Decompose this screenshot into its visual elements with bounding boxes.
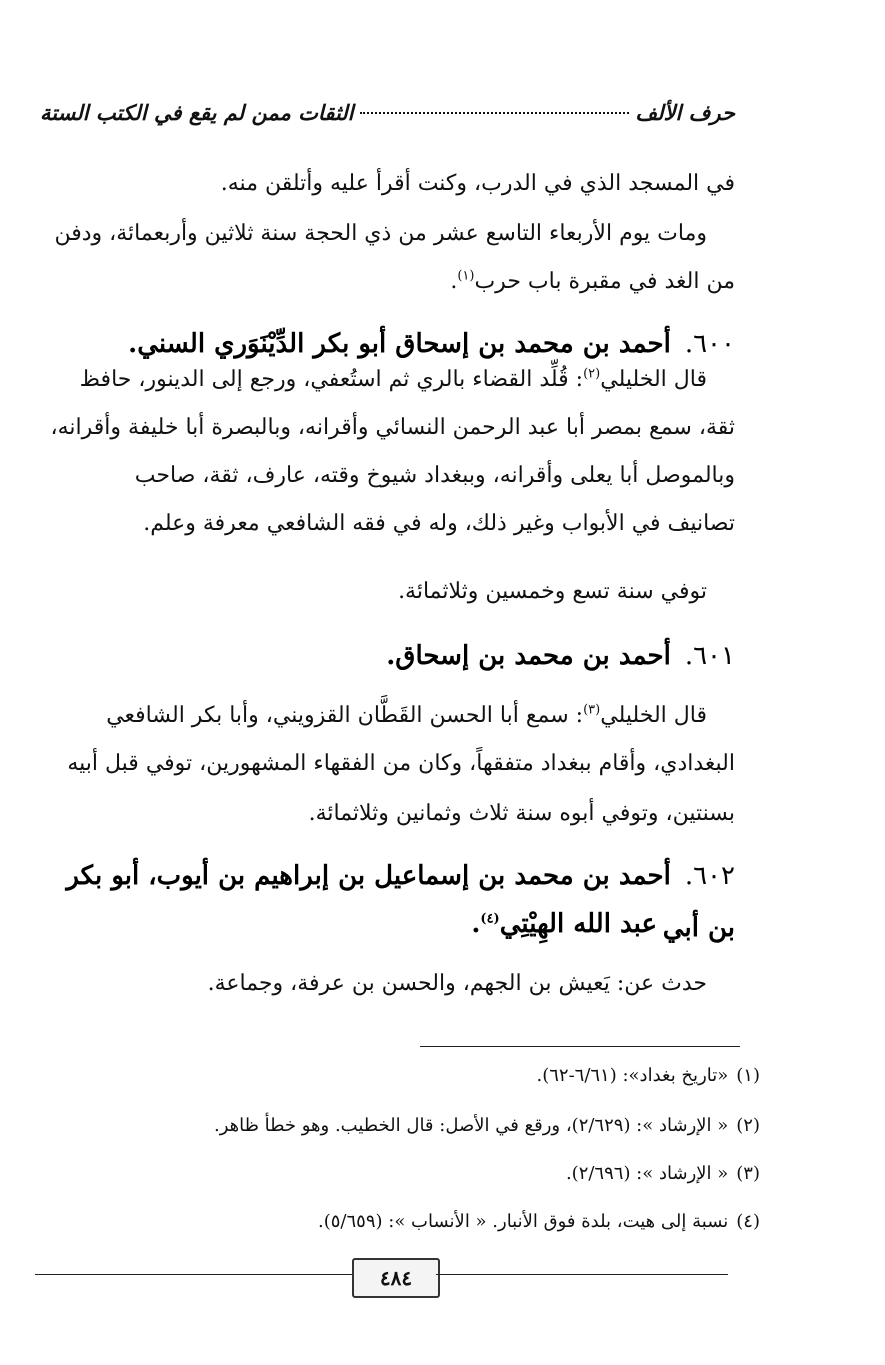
entry-602-number: ٦٠٢. <box>684 861 735 891</box>
paragraph-5 <box>45 692 735 739</box>
footnote-ref-1[interactable]: (١) <box>457 268 475 284</box>
footnote-4 <box>100 1204 760 1240</box>
running-header <box>40 100 735 140</box>
entry-602-name-line-2: عبد الله الهِيْتِي <box>499 909 657 939</box>
footnote-4-text: نسبة إلى هيت، بلدة فوق الأنبار. « الأنساب »: (٥/٦٥٩). <box>318 1211 729 1232</box>
paragraph-5-line-2-text: البغدادي، وأقام ببغداد متفقهاً، وكان من الفقهاء المشهورين، توفي قبل أبيه <box>67 751 735 776</box>
paragraph-6-text: حدث عن: يَعيش بن الجهم، والحسن بن عرفة، وجماعة. <box>207 971 707 996</box>
paragraph-5-line-3-text: بسنتين، وتوفي أبوه سنة ثلاث وثمانين وثلاثمائة. <box>308 801 735 826</box>
footnote-separator <box>420 1046 740 1047</box>
footnote-3 <box>100 1156 760 1192</box>
paragraph-1-text: في المسجد الذي في الدرب، وكنت أقرأ عليه وأتلقن منه. <box>220 171 735 196</box>
entry-600-name: أحمد بن محمد بن إسحاق أبو بكر الدِّيْنَوَري السني. <box>128 329 671 359</box>
entry-602-heading-cont <box>45 898 735 950</box>
entry-602-name-line-1: أحمد بن محمد بن إسماعيل بن إبراهيم بن أيوب، أبو بكر بن أبي <box>66 861 735 943</box>
paragraph-3-line-2-text: ثقة، سمع بمصر أبا عبد الرحمن النسائي وأقرانه، وبالبصرة أبا خليفة وأقرانه، <box>50 415 735 440</box>
header-chapter: حرف الألف <box>635 100 735 125</box>
paragraph-4 <box>45 568 735 615</box>
page-number: ٤٨٤ <box>352 1258 440 1298</box>
paragraph-5-line-2 <box>45 740 735 787</box>
paragraph-3-line-3-text: وبالموصل أبا يعلى وأقرانه، وببغداد شيوخ وقته، عارف، ثقة، صاحب <box>134 463 735 488</box>
entry-602-end: . <box>471 909 481 939</box>
footnote-4-number: (٤) <box>736 1211 760 1232</box>
footnote-2-number: (٢) <box>736 1115 760 1136</box>
paragraph-2 <box>45 210 735 257</box>
bottom-rule-left <box>35 1274 352 1275</box>
footnote-ref-4[interactable]: (٤) <box>480 911 500 927</box>
paragraph-2-end: . <box>450 269 458 294</box>
footnote-1 <box>100 1058 760 1094</box>
paragraph-5-line-3 <box>45 790 735 837</box>
bottom-rule-right <box>436 1274 728 1275</box>
entry-600-number: ٦٠٠. <box>684 329 735 359</box>
paragraph-2-line-2: من الغد في مقبرة باب حرب <box>474 269 735 294</box>
entry-601-number: ٦٠١. <box>684 641 735 671</box>
paragraph-2-line-1: ومات يوم الأربعاء التاسع عشر من ذي الحجة سنة ثلاثين وأربعمائة، ودفن <box>54 221 707 246</box>
paragraph-3-line-4 <box>45 500 735 547</box>
paragraph-3-rest: : قُلِّد القضاء بالري ثم استُعفي، ورجع إلى الدينور، حافظ <box>79 367 584 392</box>
footnote-ref-2[interactable]: (٢) <box>583 366 601 382</box>
entry-601-heading <box>45 630 735 682</box>
footnote-3-number: (٣) <box>736 1163 760 1184</box>
footnote-2-text: « الإرشاد »: (٢/٦٢٩)، ورقع في الأصل: قال الخطيب. وهو خطأ ظاهر. <box>213 1115 729 1136</box>
paragraph-3-line-2 <box>45 404 735 451</box>
header-leader-dots <box>360 111 630 114</box>
paragraph-4-text: توفي سنة تسع وخمسين وثلاثمائة. <box>398 579 707 604</box>
header-book-title: الثقات ممن لم يقع في الكتب الستة <box>40 100 354 125</box>
paragraph-5-start: قال الخليلي <box>600 703 707 728</box>
paragraph-2-cont <box>45 258 735 305</box>
footnote-3-text: « الإرشاد »: (٢/٦٩٦). <box>565 1163 729 1184</box>
paragraph-3-line-4-text: تصانيف في الأبواب وغير ذلك، وله في فقه الشافعي معرفة وعلم. <box>143 511 735 536</box>
paragraph-3-start: قال الخليلي <box>600 367 707 392</box>
footnote-1-number: (١) <box>736 1065 760 1086</box>
footnote-ref-3[interactable]: (٣) <box>583 702 601 718</box>
paragraph-6 <box>45 960 735 1007</box>
paragraph-1 <box>45 160 735 207</box>
footnote-1-text: «تاريخ بغداد»: (٦/٦١-٦٢). <box>536 1065 729 1086</box>
footnote-2 <box>100 1108 760 1144</box>
paragraph-3-line-3 <box>45 452 735 499</box>
entry-601-name: أحمد بن محمد بن إسحاق. <box>386 641 671 671</box>
paragraph-5-rest: : سمع أبا الحسن القَطَّان القزويني، وأبا بكر الشافعي <box>106 703 584 728</box>
paragraph-3 <box>45 356 735 403</box>
